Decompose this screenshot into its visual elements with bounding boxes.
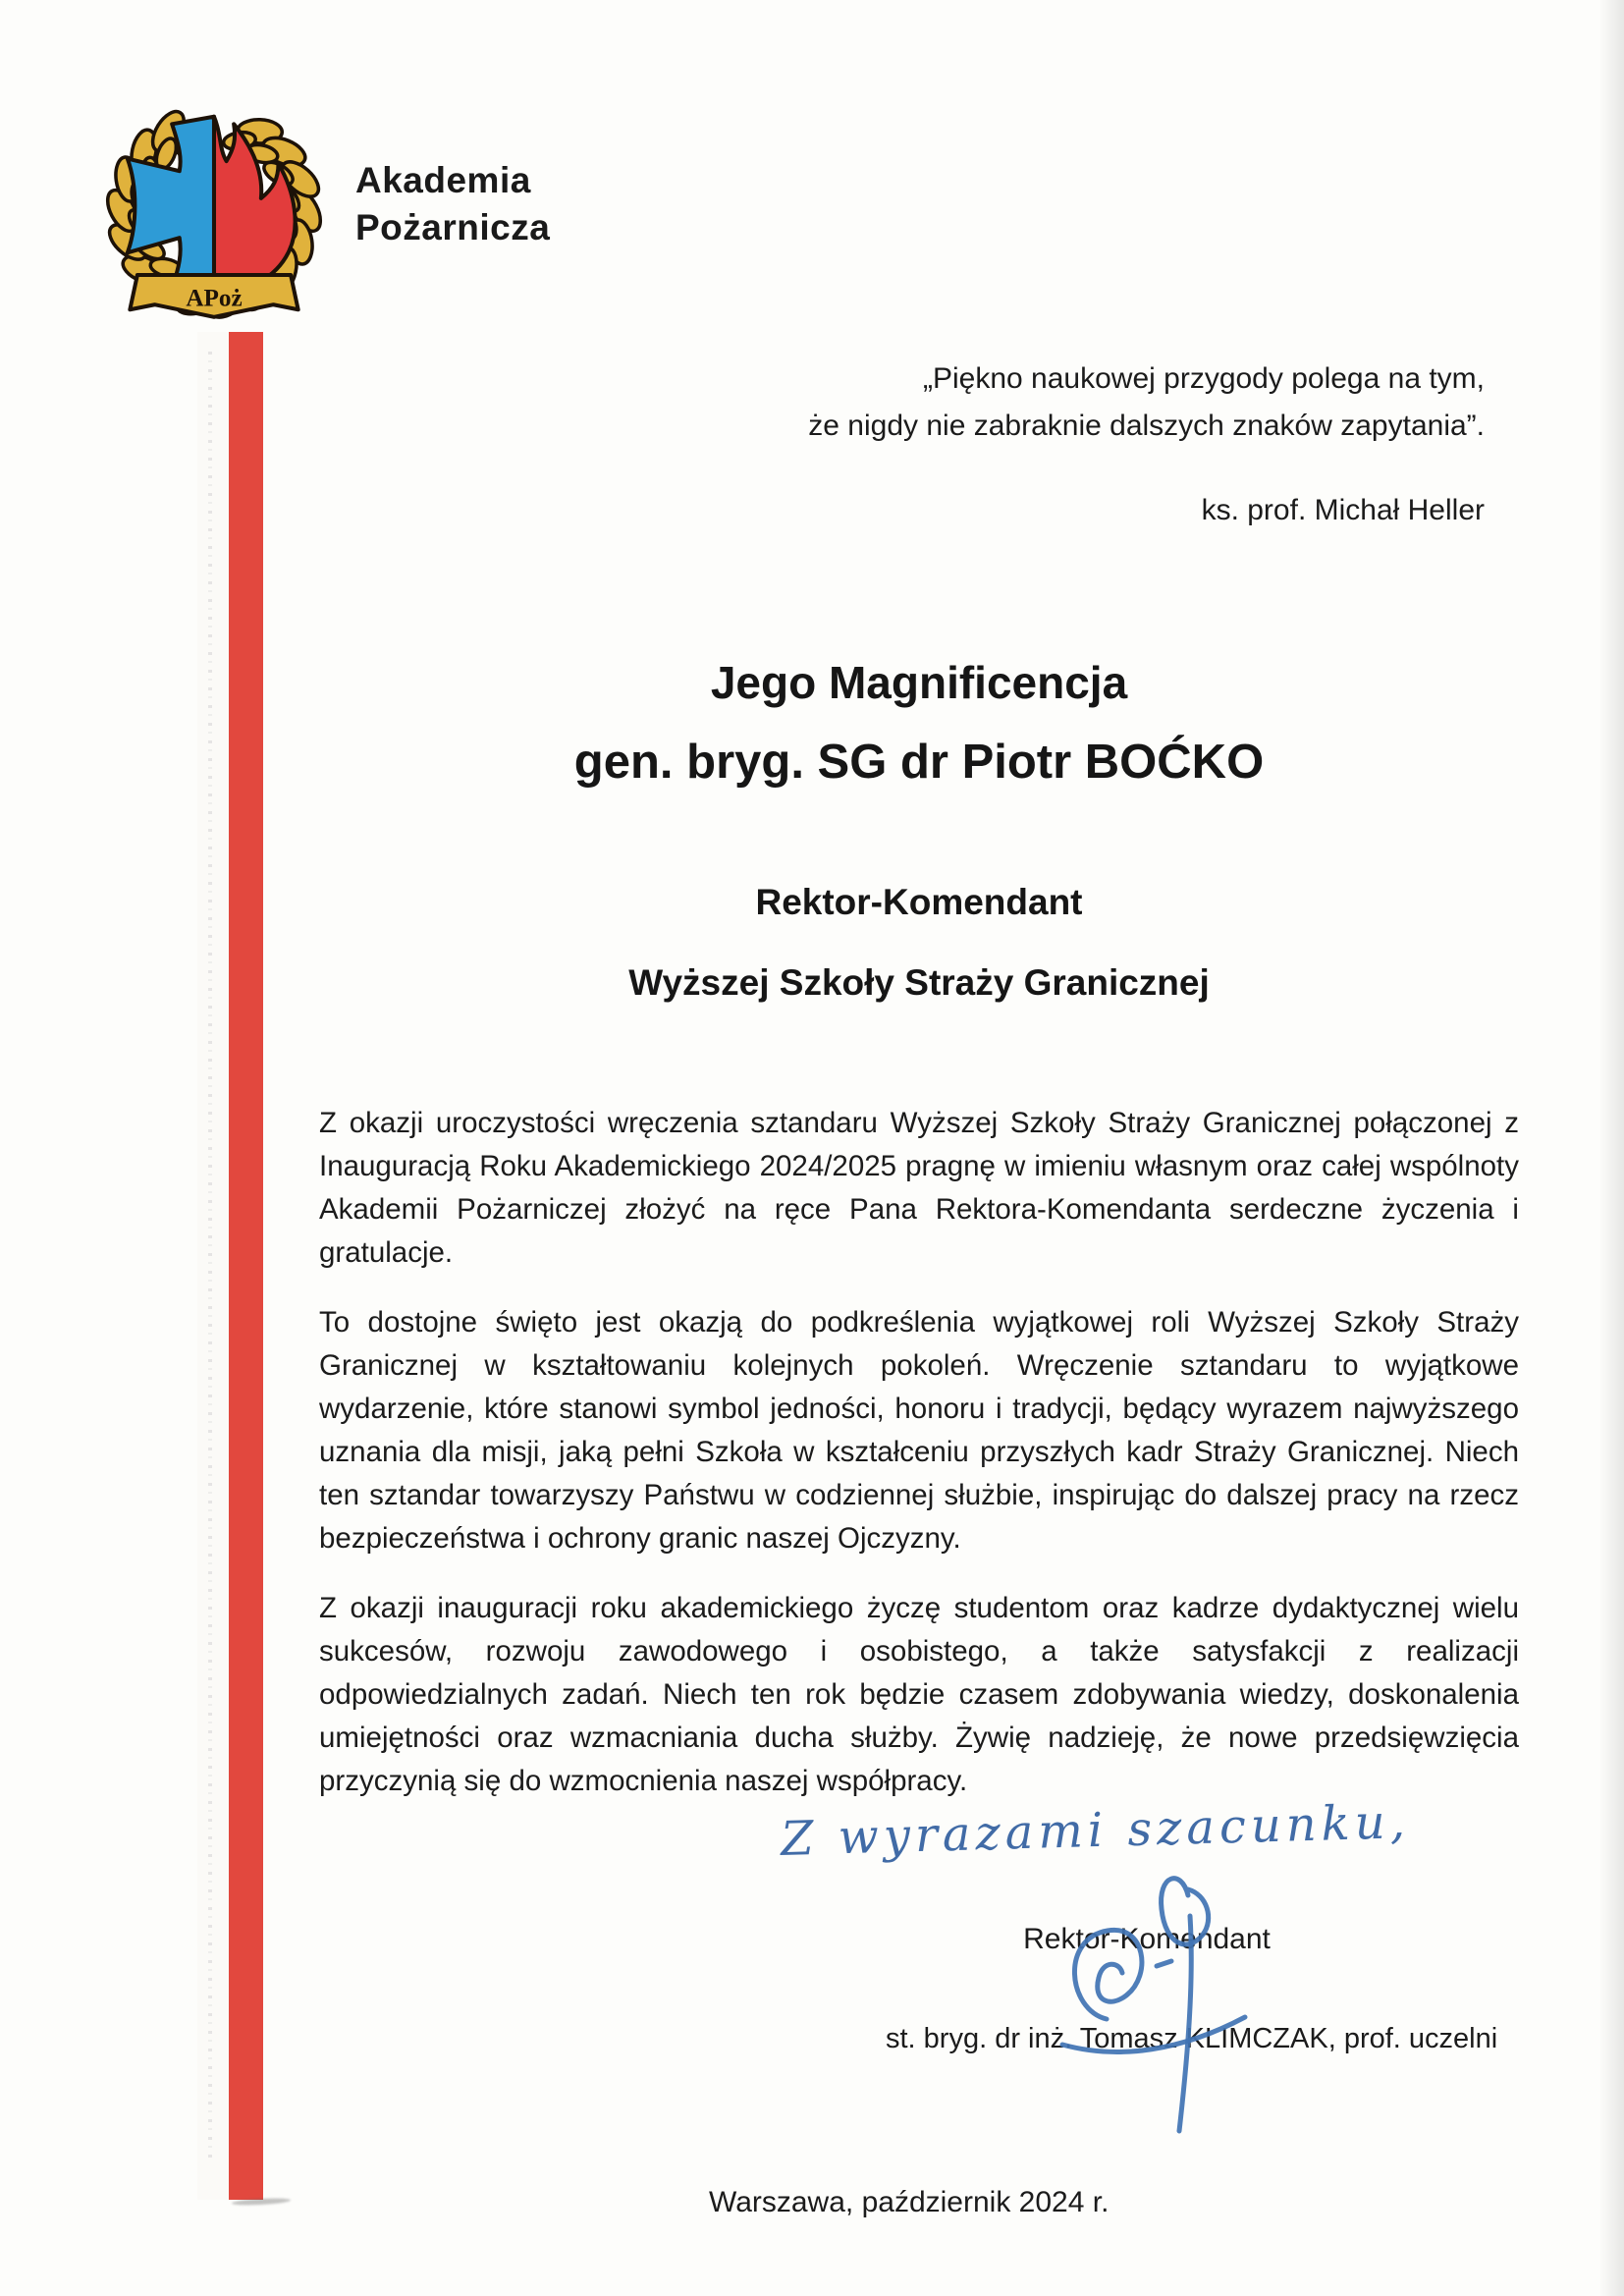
signer-name: st. bryg. dr inż. Tomasz KLIMCZAK, prof. uczelni bbox=[886, 2023, 1498, 2054]
recipient-institution: Wyższej Szkoły Straży Granicznej bbox=[628, 962, 1210, 1003]
signature-stroke bbox=[1062, 2017, 1245, 2051]
body-paragraph: To dostojne święto jest okazją do podkreślenia wyjątkowej roli Wyższej Szkoły Straży Granicznej w kształtowaniu kolejnych pokoleń. Wręczenie sztandaru to wyjątkowe wydarzenie, które stanowi symbol jedności, honoru i tradycji, będący wyrazem najwyższego uznania dla misji, jaką pełni Szkoła w kształceniu przyszłych kadr Straży Granicznej. Niech ten sztandar towarzyszy Państwu w codziennej służbie, inspirując do dalszej pracy na rzecz bezpieczeństwa i ochrony granic naszej Ojczyzny. bbox=[319, 1306, 1519, 1555]
quote-line2: że nigdy nie zabraknie dalszych znaków zapytania”. bbox=[808, 410, 1485, 442]
academy-emblem-icon bbox=[90, 84, 338, 342]
emblem-banner-text: APoż bbox=[186, 285, 243, 312]
org-name bbox=[355, 157, 550, 251]
signature-stroke bbox=[1074, 1930, 1141, 2019]
signature-stroke bbox=[1162, 1879, 1209, 1944]
org-name-line2: Pożarnicza bbox=[355, 207, 551, 247]
handwritten-closing-note: Z wyrazami szacunku, bbox=[780, 1794, 1411, 1867]
recipient-name: gen. bryg. SG dr Piotr BOĆKO bbox=[573, 736, 1265, 789]
dateline: Warszawa, październik 2024 r. bbox=[709, 2186, 1110, 2218]
org-name-line1: Akademia bbox=[355, 160, 531, 200]
flag-stripe-white bbox=[197, 332, 229, 2200]
letter-body bbox=[319, 1102, 1519, 1830]
recipient-salutation: Jego Magnificencja bbox=[710, 657, 1128, 708]
body-paragraph: Z okazji uroczystości wręczenia sztandaru Wyższej Szkoły Straży Granicznej połączonej z Inauguracją Roku Akademickiego 2024/2025 pragnę w imieniu własnym oraz całej wspólnoty Akademii Pożarniczej złożyć na ręce Pana Rektora-Komendanta serdeczne życzenia i gratulacje. bbox=[319, 1107, 1519, 1269]
motto-quote bbox=[738, 355, 1485, 534]
academy-logo bbox=[90, 84, 338, 342]
quote-line1: „Piękno naukowej przygody polega na tym, bbox=[923, 362, 1485, 395]
signature-stroke bbox=[1157, 1961, 1171, 1966]
flag-stripe-red bbox=[229, 332, 263, 2200]
body-paragraph: Z okazji inauguracji roku akademickiego życzę studentom oraz kadrze dydaktycznej wielu sukcesów, rozwoju zawodowego i osobistego, a także satysfakcji z realizacji odpowiedzialnych zadań. Niech ten rok będzie czasem zdobywania wiedzy, doskonalenia umiejętności oraz wzmacniania ducha służby. Żywię nadzieję, że nowe przedsięwzięcia przyczynią się do wzmocnienia naszej współpracy. bbox=[319, 1592, 1519, 1797]
bleed-through-marks bbox=[208, 352, 212, 2159]
signature-stroke bbox=[1179, 1916, 1191, 2131]
signer-title: Rektor-Komendant bbox=[1023, 1923, 1271, 1955]
quote-attribution: ks. prof. Michał Heller bbox=[1201, 494, 1485, 526]
recipient-title: Rektor-Komendant bbox=[755, 882, 1083, 922]
handwritten-signature-icon bbox=[1033, 1862, 1300, 2149]
recipient-block bbox=[319, 654, 1519, 1006]
